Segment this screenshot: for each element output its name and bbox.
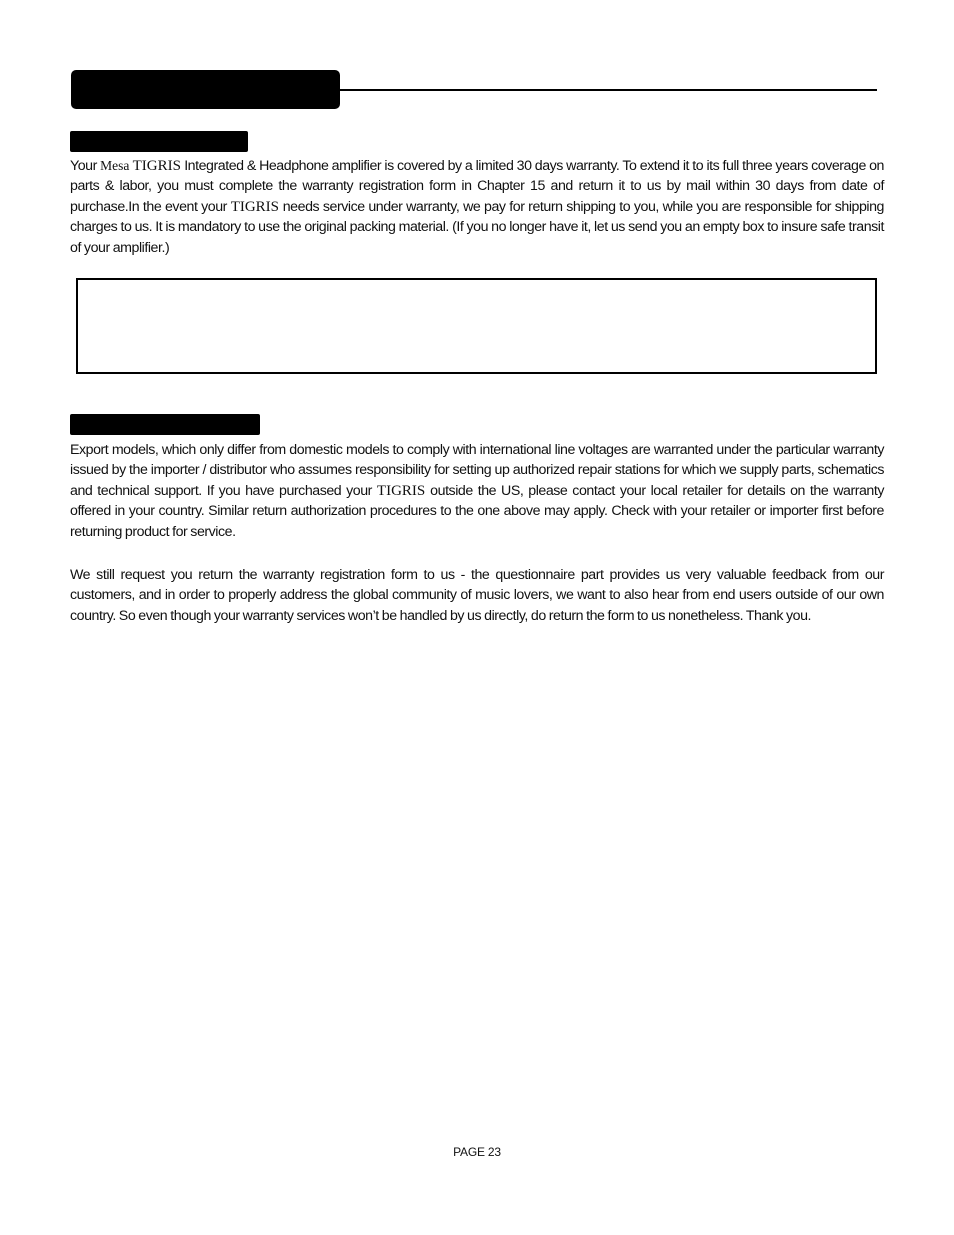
- export-text-2: outside the US, please contact your local retailer for details on the warranty offered in your country. Similar return authorization procedures to the one above may apply. Check with your retailer or importer first before returning product for service.: [70, 482, 885, 540]
- page-number: PAGE 23: [453, 1145, 501, 1159]
- warranty-text-3: needs service under warranty, we pay for return shipping to you, while you are responsible for shipping charges to us. It is mandatory to use the original packing material. (If you no longer have it, let us send you an empty box to insure safe transit of your amplifier.): [70, 198, 884, 256]
- chapter-header: [71, 70, 877, 110]
- section-heading-tab-export: [70, 414, 260, 435]
- warranty-text-2: Integrated & Headphone amplifier is covered by a limited 30 days warranty. To extend it to its full three years coverage on parts & labor, you must complete the warranty registration form in Chapter 15 and return it to us by mail within 30 days from date of purchase.In the event your: [70, 158, 884, 215]
- chapter-title-tab: [71, 70, 340, 109]
- brand-name: Mesa: [100, 158, 130, 173]
- export-text-1: Export models, which only differ from domestic models to comply with international line voltages are warranted under the particular warranty issued by the importer / distributor who assumes responsibility for setting up authorized repair stations for which we supply parts, schematics and technical support. If you have purchased your: [70, 442, 884, 499]
- registration-request-paragraph: We still request you return the warranty registration form to us - the questionnaire part provides us very valuable feedback from our customers, and in order to properly address the global community of music lovers, we want to also hear from end users outside of our own country. So even though your warranty services won’t be handled by us directly, do return the form to us nonetheless. Thank you.: [70, 567, 884, 624]
- export-warranty-paragraph: [70, 440, 884, 542]
- model-name: TIGRIS: [376, 482, 426, 499]
- chapter-header-rule: [339, 89, 877, 91]
- notice-box: [76, 278, 877, 374]
- model-name: TIGRIS: [132, 158, 181, 174]
- section-heading-tab-warranty: [70, 131, 248, 152]
- warranty-paragraph: [70, 156, 884, 258]
- model-name: TIGRIS: [230, 198, 280, 215]
- warranty-text-1: Your: [70, 158, 101, 174]
